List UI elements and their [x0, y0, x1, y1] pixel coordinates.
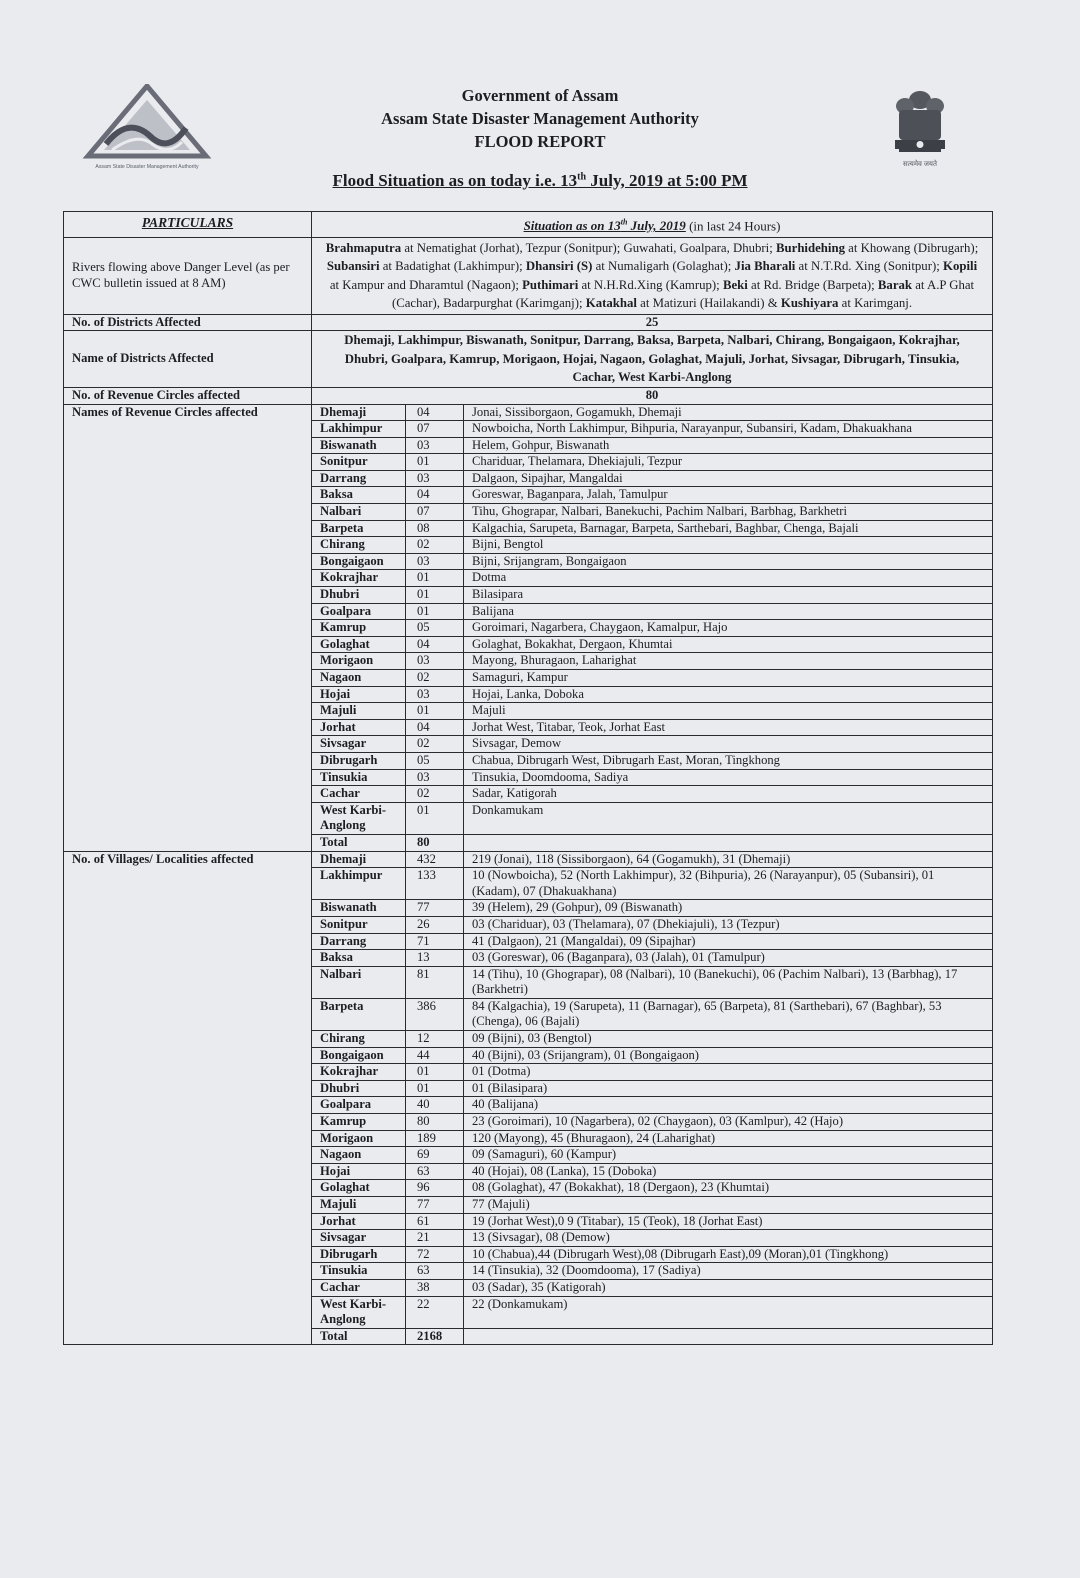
district-name: Nalbari [312, 504, 406, 521]
district-name: Golaghat [312, 636, 406, 653]
district-name: Hojai [312, 686, 406, 703]
detail-text: 09 (Bijni), 03 (Bengtol) [464, 1031, 993, 1048]
district-name: Dhubri [312, 1080, 406, 1097]
count-value: 01 [406, 587, 464, 604]
detail-text: 03 (Chariduar), 03 (Thelamara), 07 (Dhekiajuli), 13 (Tezpur) [464, 916, 993, 933]
circles-count-label: No. of Revenue Circles affected [64, 387, 312, 404]
detail-text: 40 (Hojai), 08 (Lanka), 15 (Doboka) [464, 1163, 993, 1180]
district-name: Majuli [312, 703, 406, 720]
districts-names-label: Name of Districts Affected [64, 331, 312, 388]
district-name: Jorhat [312, 719, 406, 736]
district-name: Tinsukia [312, 769, 406, 786]
count-value: 61 [406, 1213, 464, 1230]
count-value: 07 [406, 421, 464, 438]
districts-count-value: 25 [312, 314, 993, 331]
detail-text: 13 (Sivsagar), 08 (Demow) [464, 1230, 993, 1247]
district-name: Sonitpur [312, 454, 406, 471]
district-name: Baksa [312, 487, 406, 504]
detail-text: 120 (Mayong), 45 (Bhuragaon), 24 (Laharighat) [464, 1130, 993, 1147]
river-name: Burhidehing [775, 240, 845, 255]
count-value: 03 [406, 769, 464, 786]
districts-count-row [64, 314, 993, 331]
district-name: Kamrup [312, 1114, 406, 1131]
river-name: Katakhal [585, 296, 637, 311]
river-location: at N.H.Rd.Xing (Kamrup); [578, 277, 723, 292]
count-value: 05 [406, 620, 464, 637]
emblem-caption: सत्यमेव जयते [903, 160, 937, 168]
district-name: Darrang [312, 470, 406, 487]
river-name: Jia Bharali [734, 259, 796, 274]
river-name: Brahmaputra [325, 240, 402, 255]
count-value: 01 [406, 603, 464, 620]
river-location: at Kampur and Dharamtul (Nagaon); [329, 277, 523, 292]
count-value: 22 [406, 1296, 464, 1328]
count-value: 01 [406, 1064, 464, 1081]
logo-caption: Assam State Disaster Management Authority [95, 164, 199, 170]
district-name: Dhubri [312, 587, 406, 604]
count-value: 01 [406, 570, 464, 587]
detail-text: Jorhat West, Titabar, Teok, Jorhat East [464, 719, 993, 736]
report-header [0, 84, 1080, 153]
villages-label: No. of Villages/ Localities affected [64, 851, 312, 1345]
river-location: at Numaligarh (Golaghat); [592, 259, 735, 274]
situation-header: Situation as on 13th July, 2019 (in last 24 Hours) [312, 212, 993, 238]
count-value: 04 [406, 636, 464, 653]
detail-text: Goroimari, Nagarbera, Chaygaon, Kamalpur, Hajo [464, 620, 993, 637]
river-location: at Khowang (Dibrugarh); [844, 240, 979, 255]
count-value: 77 [406, 1197, 464, 1214]
count-value: 133 [406, 868, 464, 900]
detail-text: Majuli [464, 703, 993, 720]
count-value: 01 [406, 802, 464, 834]
count-value: 96 [406, 1180, 464, 1197]
detail-text: 19 (Jorhat West),0 9 (Titabar), 15 (Teok), 18 (Jorhat East) [464, 1213, 993, 1230]
river-name: Kushiyara [780, 296, 839, 311]
circles-count-row [64, 387, 993, 404]
river-location: at N.T.Rd. Xing (Sonitpur); [795, 259, 943, 274]
river-location: at Nematighat (Jorhat), Tezpur (Sonitpur); Guwahati, Goalpara, Dhubri; [401, 240, 776, 255]
circles-row [64, 404, 993, 421]
count-value: 04 [406, 487, 464, 504]
district-name: Kokrajhar [312, 570, 406, 587]
total-label: Total [312, 834, 406, 851]
river-location: at Rd. Bridge (Barpeta); [747, 277, 878, 292]
district-name: Morigaon [312, 653, 406, 670]
district-name: Nagaon [312, 670, 406, 687]
detail-text: 41 (Dalgaon), 21 (Mangaldai), 09 (Sipajhar) [464, 933, 993, 950]
total-value: 80 [406, 834, 464, 851]
circles-label: Names of Revenue Circles affected [64, 404, 312, 851]
total-blank [464, 834, 993, 851]
count-value: 69 [406, 1147, 464, 1164]
count-value: 80 [406, 1114, 464, 1131]
report-title: FLOOD REPORT [474, 132, 606, 151]
particulars-header: PARTICULARS [64, 212, 312, 238]
district-name: Sonitpur [312, 916, 406, 933]
district-name: Majuli [312, 1197, 406, 1214]
detail-text: Balijana [464, 603, 993, 620]
district-name: Dhemaji [312, 851, 406, 868]
total-value: 2168 [406, 1328, 464, 1345]
detail-text: Tihu, Ghograpar, Nalbari, Banekuchi, Pachim Nalbari, Barbhag, Barkhetri [464, 504, 993, 521]
count-value: 08 [406, 520, 464, 537]
detail-text: 10 (Chabua),44 (Dibrugarh West),08 (Dibrugarh East),09 (Moran),01 (Tingkhong) [464, 1246, 993, 1263]
river-location: at A.P Ghat (Cachar), Badarpurghat (Karimganj); [391, 277, 975, 311]
district-name: Jorhat [312, 1213, 406, 1230]
circles-count-value: 80 [312, 387, 993, 404]
detail-text: Jonai, Sissiborgaon, Gogamukh, Dhemaji [464, 404, 993, 421]
river-name: Barak [877, 277, 913, 292]
detail-text: 03 (Goreswar), 06 (Baganpara), 03 (Jalah), 01 (Tamulpur) [464, 950, 993, 967]
count-value: 77 [406, 900, 464, 917]
district-name: Sivsagar [312, 736, 406, 753]
district-name: Dibrugarh [312, 752, 406, 769]
district-name: Goalpara [312, 603, 406, 620]
count-value: 40 [406, 1097, 464, 1114]
detail-text: 84 (Kalgachia), 19 (Sarupeta), 11 (Barnagar), 65 (Barpeta), 81 (Sarthebari), 67 (Baghbar), 53 (Chenga), 06 (Bajali) [464, 998, 993, 1030]
district-name: Darrang [312, 933, 406, 950]
count-value: 72 [406, 1246, 464, 1263]
detail-text: 219 (Jonai), 118 (Sissiborgaon), 64 (Gogamukh), 31 (Dhemaji) [464, 851, 993, 868]
river-location: at Karimganj. [838, 296, 913, 311]
count-value: 02 [406, 537, 464, 554]
count-value: 63 [406, 1263, 464, 1280]
detail-text: Dalgaon, Sipajhar, Mangaldai [464, 470, 993, 487]
district-name: Cachar [312, 786, 406, 803]
count-value: 05 [406, 752, 464, 769]
river-location: at Badatighat (Lakhimpur); [379, 259, 526, 274]
detail-text: 14 (Tinsukia), 32 (Doomdooma), 17 (Sadiya) [464, 1263, 993, 1280]
count-value: 71 [406, 933, 464, 950]
count-value: 12 [406, 1031, 464, 1048]
detail-text: Dotma [464, 570, 993, 587]
detail-text: 40 (Balijana) [464, 1097, 993, 1114]
count-value: 03 [406, 686, 464, 703]
district-name: Dibrugarh [312, 1246, 406, 1263]
district-name: Golaghat [312, 1180, 406, 1197]
district-name: Chirang [312, 1031, 406, 1048]
count-value: 02 [406, 786, 464, 803]
count-value: 04 [406, 404, 464, 421]
detail-text: Sadar, Katigorah [464, 786, 993, 803]
districts-names-row [64, 331, 993, 388]
count-value: 02 [406, 670, 464, 687]
district-name: Barpeta [312, 520, 406, 537]
detail-text: Kalgachia, Sarupeta, Barnagar, Barpeta, Sarthebari, Baghbar, Chenga, Bajali [464, 520, 993, 537]
district-name: Morigaon [312, 1130, 406, 1147]
river-location: at Matizuri (Hailakandi) & [636, 296, 781, 311]
detail-text: Hojai, Lanka, Doboka [464, 686, 993, 703]
districts-count-label: No. of Districts Affected [64, 314, 312, 331]
detail-text: Bijni, Srijangram, Bongaigaon [464, 553, 993, 570]
count-value: 13 [406, 950, 464, 967]
detail-text: 14 (Tihu), 10 (Ghograpar), 08 (Nalbari), 10 (Banekuchi), 06 (Pachim Nalbari), 13 (Barbhag), 17 (Barkhetri) [464, 966, 993, 998]
detail-text: 03 (Sadar), 35 (Katigorah) [464, 1279, 993, 1296]
count-value: 02 [406, 736, 464, 753]
district-name: Kokrajhar [312, 1064, 406, 1081]
authority-title: Assam State Disaster Management Authority [381, 109, 699, 128]
district-name: Barpeta [312, 998, 406, 1030]
count-value: 386 [406, 998, 464, 1030]
river-name: Dhansiri (S) [525, 259, 593, 274]
districts-names-value: Dhemaji, Lakhimpur, Biswanath, Sonitpur, Darrang, Baksa, Barpeta, Nalbari, Chirang, Bongaigaon, Kokrajhar, Dhubri, Goalpara, Kamrup, Morigaon, Hojai, Nagaon, Golaghat, Majuli, Jorhat, Sivsagar, Dibrugarh, Tinsukia, Cachar, West Karbi-Anglong [312, 331, 993, 388]
district-name: West Karbi-Anglong [312, 1296, 406, 1328]
villages-row [64, 851, 993, 868]
detail-text: Chabua, Dibrugarh West, Dibrugarh East, Moran, Tingkhong [464, 752, 993, 769]
district-name: Lakhimpur [312, 421, 406, 438]
total-blank [464, 1328, 993, 1345]
count-value: 04 [406, 719, 464, 736]
detail-text: Goreswar, Baganpara, Jalah, Tamulpur [464, 487, 993, 504]
count-value: 189 [406, 1130, 464, 1147]
district-name: Hojai [312, 1163, 406, 1180]
district-name: Cachar [312, 1279, 406, 1296]
count-value: 03 [406, 470, 464, 487]
district-name: Nalbari [312, 966, 406, 998]
detail-text: Bilasipara [464, 587, 993, 604]
detail-text: Donkamukam [464, 802, 993, 834]
report-subtitle: Flood Situation as on today i.e. 13th July, 2019 at 5:00 PM [332, 171, 748, 190]
detail-text: 23 (Goroimari), 10 (Nagarbera), 02 (Chaygaon), 03 (Kamlpur), 42 (Hajo) [464, 1114, 993, 1131]
detail-text: Golaghat, Bokakhat, Dergaon, Khumtai [464, 636, 993, 653]
rivers-list [312, 237, 993, 314]
district-name: Nagaon [312, 1147, 406, 1164]
detail-text: 09 (Samaguri), 60 (Kampur) [464, 1147, 993, 1164]
district-name: Tinsukia [312, 1263, 406, 1280]
river-name: Puthimari [522, 277, 579, 292]
count-value: 81 [406, 966, 464, 998]
table-header-row [64, 212, 993, 238]
detail-text: Sivsagar, Demow [464, 736, 993, 753]
detail-text: Chariduar, Thelamara, Dhekiajuli, Tezpur [464, 454, 993, 471]
count-value: 44 [406, 1047, 464, 1064]
detail-text: 10 (Nowboicha), 52 (North Lakhimpur), 32 (Bihpuria), 26 (Narayanpur), 05 (Subansiri), 01 (Kadam), 07 (Dhakuakhana) [464, 868, 993, 900]
rivers-label: Rivers flowing above Danger Level (as per CWC bulletin issued at 8 AM) [64, 237, 312, 314]
river-name: Subansiri [326, 259, 380, 274]
count-value: 03 [406, 437, 464, 454]
count-value: 07 [406, 504, 464, 521]
detail-text: 40 (Bijni), 03 (Srijangram), 01 (Bongaigaon) [464, 1047, 993, 1064]
detail-text: 08 (Golaghat), 47 (Bokakhat), 18 (Dergaon), 23 (Khumtai) [464, 1180, 993, 1197]
district-name: Dhemaji [312, 404, 406, 421]
district-name: Bongaigaon [312, 1047, 406, 1064]
district-name: Lakhimpur [312, 868, 406, 900]
district-name: Sivsagar [312, 1230, 406, 1247]
district-name: Bongaigaon [312, 553, 406, 570]
detail-text: Nowboicha, North Lakhimpur, Bihpuria, Narayanpur, Subansiri, Kadam, Dhakuakhana [464, 421, 993, 438]
district-name: Goalpara [312, 1097, 406, 1114]
count-value: 03 [406, 553, 464, 570]
river-name: Beki [722, 277, 748, 292]
detail-text: Helem, Gohpur, Biswanath [464, 437, 993, 454]
count-value: 21 [406, 1230, 464, 1247]
govt-title: Government of Assam [461, 86, 619, 105]
detail-text: 77 (Majuli) [464, 1197, 993, 1214]
district-name: Biswanath [312, 900, 406, 917]
count-value: 38 [406, 1279, 464, 1296]
district-name: Biswanath [312, 437, 406, 454]
count-value: 01 [406, 703, 464, 720]
district-name: Chirang [312, 537, 406, 554]
count-value: 03 [406, 653, 464, 670]
count-value: 01 [406, 454, 464, 471]
district-name: West Karbi-Anglong [312, 802, 406, 834]
count-value: 01 [406, 1080, 464, 1097]
detail-text: Tinsukia, Doomdooma, Sadiya [464, 769, 993, 786]
count-value: 26 [406, 916, 464, 933]
rivers-row [64, 237, 993, 314]
detail-text: Samaguri, Kampur [464, 670, 993, 687]
detail-text: 01 (Bilasipara) [464, 1080, 993, 1097]
detail-text: 39 (Helem), 29 (Gohpur), 09 (Biswanath) [464, 900, 993, 917]
detail-text: 01 (Dotma) [464, 1064, 993, 1081]
district-name: Baksa [312, 950, 406, 967]
district-name: Kamrup [312, 620, 406, 637]
flood-report-table [63, 211, 993, 1345]
detail-text: 22 (Donkamukam) [464, 1296, 993, 1328]
count-value: 432 [406, 851, 464, 868]
count-value: 63 [406, 1163, 464, 1180]
river-name: Kopili [942, 259, 978, 274]
detail-text: Mayong, Bhuragaon, Laharighat [464, 653, 993, 670]
detail-text: Bijni, Bengtol [464, 537, 993, 554]
total-label: Total [312, 1328, 406, 1345]
